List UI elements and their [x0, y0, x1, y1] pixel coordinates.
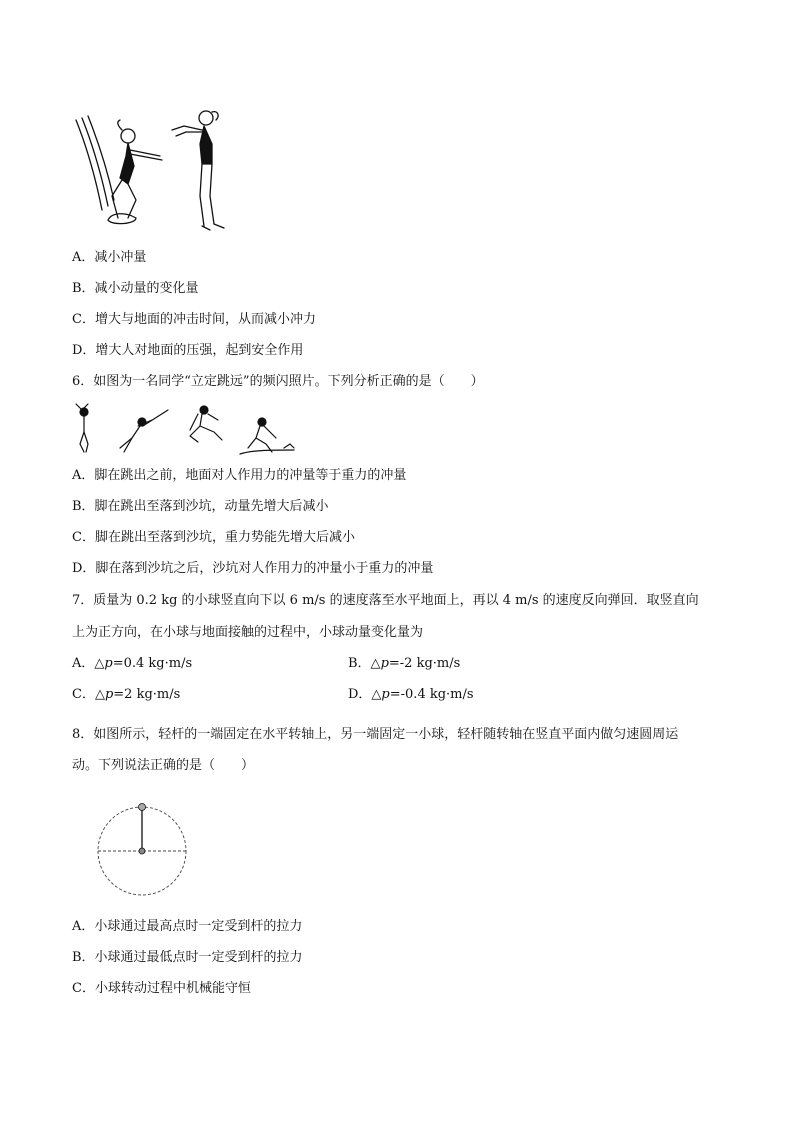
ball: [139, 804, 146, 811]
long-jump-strobe-figure: [72, 400, 297, 458]
q8-option-c: C．小球转动过程中机械能守恒: [72, 981, 251, 996]
q5-option-b: B．减小动量的变化量: [72, 281, 199, 296]
q7-stem-line1: 7．质量为 0.2 kg 的小球竖直向下以 6 m/s 的速度落至水平地面上，再以 4 m/s 的速度反向弹回．取竖直向: [72, 593, 699, 608]
q7-option-d-var: p: [381, 687, 390, 702]
q8-stem-line2: 动。下列说法正确的是（ ）: [72, 758, 255, 773]
q8-option-b: B．小球通过最低点时一定受到杆的拉力: [72, 950, 303, 965]
q6-option-a: A．脚在跳出之前，地面对人作用力的冲量等于重力的冲量: [72, 468, 407, 483]
gymnast-landing-figure: [72, 100, 232, 235]
q5-option-a: A．减小冲量: [72, 250, 147, 265]
q7-option-b-label: B．△: [348, 656, 381, 671]
q7-option-a-var: p: [104, 656, 113, 671]
q8-option-a: A．小球通过最高点时一定受到杆的拉力: [72, 919, 303, 934]
rod-ball-circle-figure: [94, 801, 190, 897]
q7-option-c-var: p: [104, 687, 114, 702]
q7-option-c-label: C．△: [72, 687, 105, 702]
q7-option-d-value: =-0.4 kg·m/s: [389, 687, 474, 702]
q5-option-c: C．增大与地面的冲击时间，从而减小冲力: [72, 312, 316, 327]
q6-stem: 6．如图为一名同学“立定跳远”的频闪照片。下列分析正确的是（ ）: [72, 374, 484, 389]
pivot-axis: [139, 848, 145, 854]
q7-option-b-var: p: [380, 656, 389, 671]
q7-option-b: [348, 655, 460, 673]
q7-option-a-value: =0.4 kg·m/s: [112, 656, 193, 671]
q6-option-b: B．脚在跳出至落到沙坑，动量先增大后减小: [72, 499, 329, 514]
q7-option-c-value: =2 kg·m/s: [113, 687, 181, 702]
q7-option-c: [72, 686, 180, 704]
q8-stem-line1: 8．如图所示，轻杆的一端固定在水平转轴上，另一端固定一小球，轻杆随转轴在竖直平面内做匀速圆周运: [72, 727, 679, 742]
q6-option-c: C．脚在跳出至落到沙坑，重力势能先增大后减小: [72, 530, 355, 545]
q5-option-d: D．增大人对地面的压强，起到安全作用: [72, 343, 304, 358]
q7-option-d-label: D．△: [348, 687, 382, 702]
q7-option-a-label: A．△: [72, 656, 105, 671]
q7-option-a: [72, 655, 192, 673]
q7-stem-line2: 上为正方向，在小球与地面接触的过程中，小球动量变化量为: [72, 625, 424, 640]
q7-option-b-value: =-2 kg·m/s: [388, 656, 461, 671]
q6-option-d: D．脚在落到沙坑之后，沙坑对人作用力的冲量小于重力的冲量: [72, 561, 434, 576]
q7-option-d: [348, 686, 474, 704]
